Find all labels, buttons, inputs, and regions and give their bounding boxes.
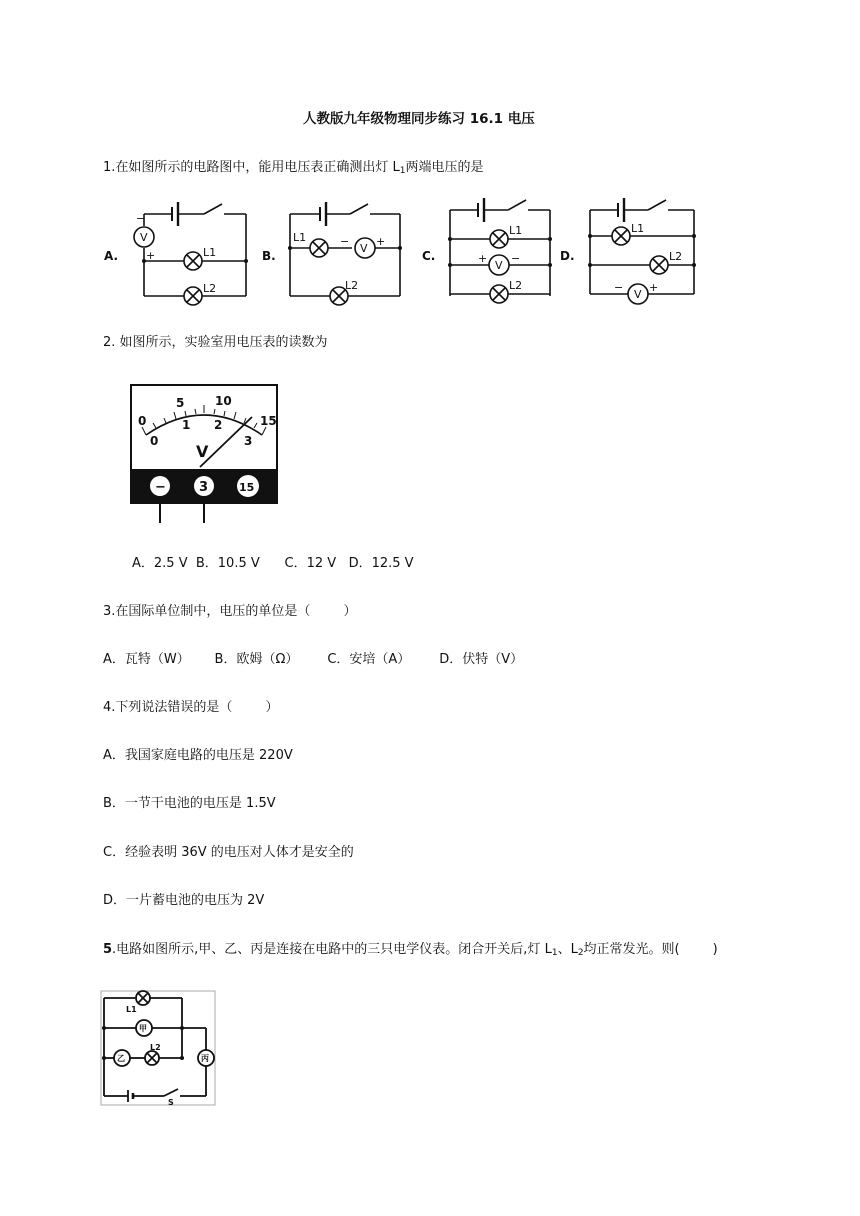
meter-unit: V	[196, 442, 209, 461]
q1-circuit-figure	[100, 196, 710, 308]
top-scale-0: 0	[138, 414, 147, 428]
q3-options: A．瓦特（W） B．欧姆（Ω） C．安培（A） D．伏特（V）	[103, 652, 524, 667]
q4-stem: 4.下列说法错误的是（ ）	[103, 700, 279, 715]
q4-option-d: D．一片蓄电池的电压为 2V	[103, 893, 265, 908]
q4-option-a: A．我国家庭电路的电压是 220V	[103, 748, 293, 763]
terminal-minus: −	[155, 480, 166, 495]
meter-c-v: V	[495, 259, 503, 272]
c-l2: L2	[509, 279, 523, 292]
label-b: B.	[262, 249, 276, 263]
d-l1: L1	[631, 222, 645, 235]
a-l2: L2	[203, 282, 217, 295]
c-plus: +	[478, 252, 488, 265]
d-plus: +	[649, 281, 659, 294]
a-minus: −	[136, 212, 146, 225]
q5-sub2: 2	[577, 948, 584, 958]
label-a: A.	[104, 249, 119, 263]
q5-stem-b: 、L	[557, 942, 578, 957]
meter-a-v: V	[140, 231, 148, 244]
terminal-3: 3	[199, 480, 209, 495]
d-l2: L2	[669, 250, 683, 263]
q5-yi: 乙	[117, 1054, 125, 1063]
bottom-scale-2: 2	[214, 418, 223, 432]
bottom-scale-3: 3	[244, 434, 253, 448]
a-l1: L1	[203, 246, 217, 259]
bottom-scale-1: 1	[182, 418, 191, 432]
q1-stem	[103, 159, 484, 180]
c-minus: −	[511, 252, 521, 265]
q5-l1: L1	[126, 1005, 137, 1014]
label-d: D.	[560, 249, 575, 263]
terminal-15: 15	[239, 481, 255, 494]
q5-bing: 丙	[201, 1054, 209, 1063]
label-c: C.	[422, 249, 436, 263]
q4-option-c: C．经验表明 36V 的电压对人体才是安全的	[103, 845, 354, 860]
q5-stem	[103, 941, 718, 962]
bottom-scale-0: 0	[150, 434, 159, 448]
b-l2: L2	[345, 279, 359, 292]
q5-stem-a: .电路如图所示,甲、乙、丙是连接在电路中的三只电学仪表。闭合开关后,灯 L	[112, 942, 552, 957]
q5-number: 5	[103, 942, 113, 957]
a-plus: +	[146, 249, 156, 262]
q1-stem-text-end: 两端电压的是	[405, 160, 484, 175]
page-title: 人教版九年级物理同步练习 16.1 电压	[303, 111, 535, 127]
q5-switch-s: S	[168, 1098, 174, 1106]
b-minus: −	[340, 235, 350, 248]
meter-b-v: V	[360, 242, 368, 255]
q5-jia: 甲	[139, 1024, 147, 1033]
q2-stem: 2. 如图所示，实验室用电压表的读数为	[103, 335, 328, 350]
b-plus: +	[376, 235, 386, 248]
top-scale-15: 15	[260, 414, 277, 428]
voltmeter-figure	[128, 383, 280, 523]
top-scale-5: 5	[176, 396, 185, 410]
circuit-c	[450, 198, 550, 303]
q1-stem-text: 1.在如图所示的电路图中，能用电压表正确测出灯 L	[103, 160, 400, 175]
q5-l2: L2	[150, 1043, 161, 1052]
q5-circuit-figure	[100, 990, 216, 1106]
meter-d-v: V	[634, 288, 642, 301]
b-l1: L1	[293, 231, 307, 244]
q5-sub1: 1	[551, 948, 558, 958]
q2-options: A．2.5 V B．10.5 V C．12 V D．12.5 V	[132, 556, 414, 571]
q1-stem-sub: 1	[399, 166, 406, 176]
c-l1: L1	[509, 224, 523, 237]
q5-stem-c: 均正常发光。则( )	[583, 942, 718, 957]
q3-stem: 3.在国际单位制中，电压的单位是（ ）	[103, 604, 357, 619]
d-minus: −	[614, 281, 624, 294]
top-scale-10: 10	[215, 394, 232, 408]
q4-option-b: B．一节干电池的电压是 1.5V	[103, 796, 276, 811]
